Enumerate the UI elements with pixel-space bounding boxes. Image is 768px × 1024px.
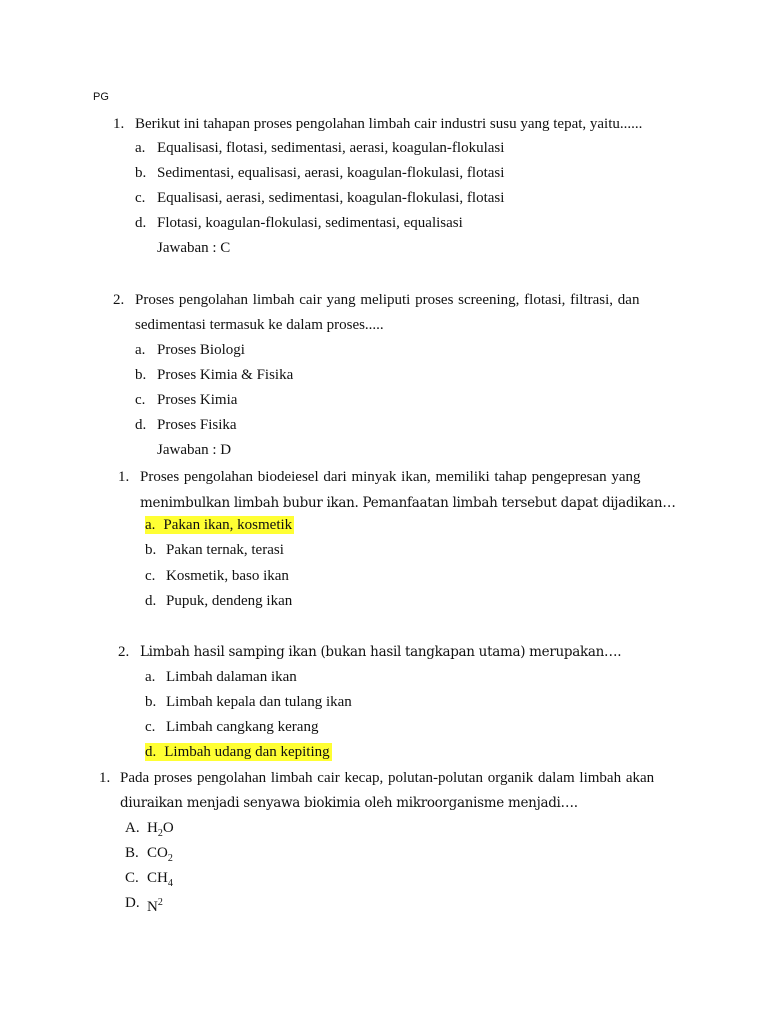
formula-subscript: 4 [167, 878, 173, 889]
question-text: Pada proses pengolahan limbah cair kecap, polutan-polutan organik dalam limbah akan [120, 770, 655, 786]
option-text: Equalisasi, flotasi, sedimentasi, aerasi, koagulan-flokulasi [157, 140, 505, 156]
question-text-cont: menimbulkan limbah bubur ikan. Pemanfaatan limbah tersebut dapat dijadikan… [140, 495, 676, 511]
option-letter: C. [125, 870, 139, 886]
option-text: Limbah udang dan kepiting [164, 744, 330, 760]
option-letter: D. [125, 895, 140, 911]
option-text: Sedimentasi, equalisasi, aerasi, koagulan-flokulasi, flotasi [157, 165, 505, 181]
option-letter: b. [135, 367, 147, 383]
option-letter: b. [135, 165, 147, 181]
question-number: 2. [113, 292, 125, 308]
question-number: 1. [113, 116, 125, 132]
option-letter: B. [125, 845, 139, 861]
option-letter: c. [135, 190, 146, 206]
highlighted-answer-option [145, 516, 294, 534]
option-text: Kosmetik, baso ikan [166, 568, 289, 584]
option-text: Limbah kepala dan tulang ikan [166, 694, 352, 710]
formula-base: H [147, 820, 158, 836]
option-letter: b. [145, 542, 157, 558]
option-letter: c. [135, 392, 146, 408]
option-letter: d. [135, 215, 147, 231]
option-text: Proses Kimia [157, 392, 238, 408]
question-text: Limbah hasil samping ikan (bukan hasil tangkapan utama) merupakan…. [140, 644, 622, 660]
option-letter: A. [125, 820, 140, 836]
option-letter: d. [145, 593, 157, 609]
option-text: Limbah cangkang kerang [166, 719, 319, 735]
option-text: Proses Biologi [157, 342, 245, 358]
formula-rest: O [162, 820, 174, 836]
option-letter: a. [145, 517, 156, 533]
question-number: 1. [99, 770, 111, 786]
question-number: 2. [118, 644, 130, 660]
option-letter: c. [145, 568, 156, 584]
option-text: Pakan ternak, terasi [166, 542, 284, 558]
option-text: Limbah dalaman ikan [166, 669, 297, 685]
formula-superscript: 2 [157, 897, 163, 908]
option-text: Flotasi, koagulan-flokulasi, sedimentasi, equalisasi [157, 215, 463, 231]
option-formula [147, 894, 163, 916]
option-formula [147, 844, 173, 868]
question-text-cont: diuraikan menjadi senyawa biokimia oleh mikroorganisme menjadi…. [120, 795, 578, 811]
option-letter: d. [135, 417, 147, 433]
section-heading: PG [93, 91, 109, 103]
question-number: 1. [118, 469, 130, 485]
option-formula [147, 819, 174, 843]
answer-text: Jawaban : D [157, 442, 232, 458]
option-letter: a. [135, 342, 146, 358]
question-text: Proses pengolahan biodeiesel dari minyak ikan, memiliki tahap pengepresan yang [140, 469, 641, 485]
option-text: Proses Kimia & Fisika [157, 367, 294, 383]
formula-base: CO [147, 845, 168, 861]
option-letter: d. [145, 744, 157, 760]
option-letter: a. [135, 140, 146, 156]
option-formula [147, 869, 173, 893]
formula-base: CH [147, 870, 168, 886]
formula-base: N [147, 899, 158, 915]
option-text: Proses Fisika [157, 417, 237, 433]
option-letter: c. [145, 719, 156, 735]
option-letter: b. [145, 694, 157, 710]
option-text: Pakan ikan, kosmetik [163, 517, 293, 533]
highlighted-answer-option [145, 743, 332, 761]
question-text: Berikut ini tahapan proses pengolahan limbah cair industri susu yang tepat, yaitu...... [135, 116, 643, 132]
question-text: Proses pengolahan limbah cair yang meliputi proses screening, flotasi, filtrasi, dan [135, 292, 640, 308]
option-letter: a. [145, 669, 156, 685]
formula-subscript: 2 [167, 853, 173, 864]
answer-text: Jawaban : C [157, 240, 231, 256]
option-text: Equalisasi, aerasi, sedimentasi, koagulan-flokulasi, flotasi [157, 190, 505, 206]
question-text-cont: sedimentasi termasuk ke dalam proses..... [135, 317, 384, 333]
formula-subscript: 2 [157, 828, 163, 839]
option-text: Pupuk, dendeng ikan [166, 593, 293, 609]
